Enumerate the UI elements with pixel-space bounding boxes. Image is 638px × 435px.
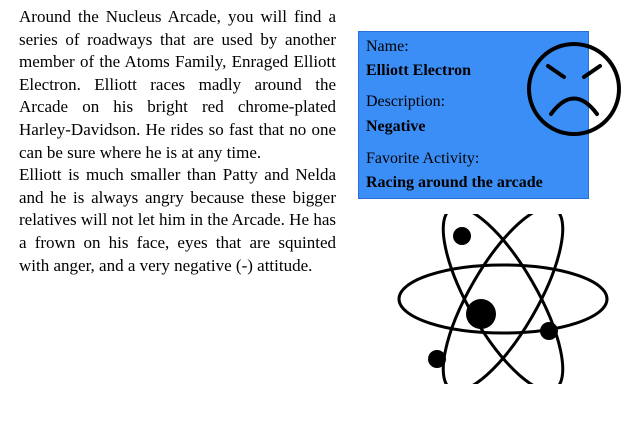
electron-top xyxy=(453,227,471,245)
description-label: Description: xyxy=(366,93,446,110)
story-text xyxy=(19,6,336,277)
angry-frown-face-icon xyxy=(524,39,624,139)
electron-right xyxy=(540,322,558,340)
atom-icon xyxy=(392,214,614,384)
activity-value: Racing around the arcade xyxy=(366,174,543,191)
activity-label: Favorite Activity: xyxy=(366,150,480,167)
nucleus xyxy=(466,299,496,329)
electron-bottom xyxy=(428,350,446,368)
name-value: Elliott Electron xyxy=(366,62,472,79)
name-label: Name: xyxy=(366,38,409,55)
description-value: Negative xyxy=(366,118,426,135)
story-paragraph-1: Around the Nucleus Arcade, you will find a series of roadways that are used by another member of the Atoms Family, Enraged Elliott Electron. Elliott races madly around the Arcade on his bright red chrome-plated Harley-Davidson. He rides so fast that no one can be sure where he is at any time. xyxy=(19,7,336,162)
story-paragraph-2: Elliott is much smaller than Patty and Nelda and he is always angry because these bigger relatives will not let him in the Arcade. He has a frown on his face, eyes that are squinted with anger, and a very negative (-) attitude. xyxy=(19,165,336,275)
